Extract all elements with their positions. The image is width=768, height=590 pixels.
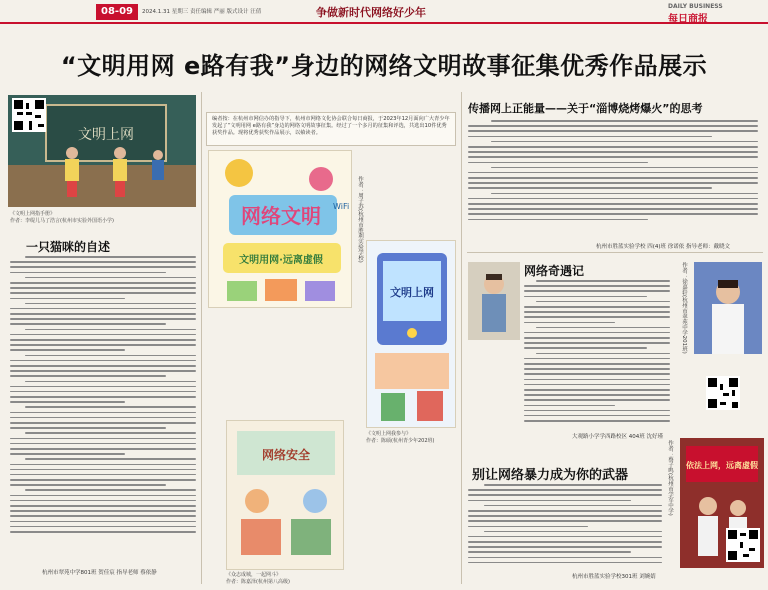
svg-text:网络文明: 网络文明: [241, 204, 321, 228]
dateline: 2024.1.31 星期三 责任编辑 严丽 版式设计 汪倩: [142, 9, 262, 15]
article-credit: 杭州市翠苑中学801班 贺佳宸 指导老师 蔡依静: [42, 570, 157, 576]
brand-logo: 每日商报: [668, 14, 708, 25]
article-body: [468, 484, 662, 568]
svg-text:WiFi: WiFi: [333, 202, 350, 211]
article-credit: 杭州市胜蓝实验学校 四(4)班 徐诺依 指导老师：戴晓文: [596, 244, 731, 250]
svg-text:依法上网，远离虚假: 依法上网，远离虚假: [686, 461, 758, 470]
poster-artwork: [226, 420, 344, 570]
brand-english: DAILY BUSINESS: [668, 3, 723, 10]
poster-artwork: [366, 240, 456, 428]
article-body: [468, 120, 758, 236]
svg-text:文明用网·远离虚假: 文明用网·远离虚假: [239, 255, 323, 266]
article-title: 别让网络暴力成为你的武器: [472, 468, 629, 483]
article-credit: 大观路小学学西路校区 404班 沈好瑾: [572, 434, 663, 440]
column-divider: [461, 92, 462, 584]
qr-code-icon: [12, 98, 46, 132]
article-body: [524, 280, 670, 428]
page-number: 08-09: [96, 4, 138, 20]
photo-caption: 《文明上网指手册》 作者：李缇儿马了浩言(杭州市实验外国语小学): [10, 211, 114, 224]
article-body: [10, 256, 196, 556]
article-credit: 杭州市胜蓝实验学校301班 刘婉婧: [572, 574, 656, 580]
svg-text:网络安全: 网络安全: [261, 448, 311, 462]
poster-caption: 作者：周子苏(杭州市胜利实验学校): [357, 176, 363, 263]
svg-text:文明上网: 文明上网: [390, 286, 434, 299]
qr-code-icon: [726, 528, 760, 562]
poster-artwork: [208, 150, 352, 308]
article-title: 一只猫咪的自述: [26, 240, 111, 254]
editor-note: 编者按：在杭州市网信办的指导下，杭州市网络文化协会联合每日商报，于2023年12月面向广大青少年发起了“文明用网 e路有我”身边的网络文明故事征集。经过了一个多月的征集和评选，共选出10件优秀获奖作品。现将优秀获奖作品展示，以飨读者。: [206, 112, 456, 146]
photo-caption: 作者：蔡子鸣(杭州市学军中学): [667, 440, 673, 516]
student-photo: [468, 262, 520, 340]
page-header: [0, 0, 768, 24]
section-slogan: 争做新时代网络好少年: [316, 6, 426, 19]
photo-caption: 作者：徐嘉轩(杭州市翠苑中学201班): [681, 262, 687, 354]
section-divider: [467, 252, 763, 253]
student-photo: [694, 262, 762, 354]
article-title: 传播网上正能量——关于“淄博烧烤爆火”的思考: [468, 102, 703, 115]
page-headline: “文明用网 e路有我”身边的网络文明故事征集优秀作品展示: [60, 52, 708, 80]
poster-caption: 《众志成城，一起网斗》 作者：陈嘉泽(杭州第八高级): [226, 572, 290, 585]
qr-code-icon: [706, 376, 740, 410]
article-title: 网络奇遇记: [524, 264, 585, 278]
column-divider: [201, 92, 202, 584]
svg-text:文明上网: 文明上网: [78, 127, 134, 143]
poster-caption: 《文明上网我参与》 作者：陈硕(杭州青少年202班): [366, 431, 435, 444]
